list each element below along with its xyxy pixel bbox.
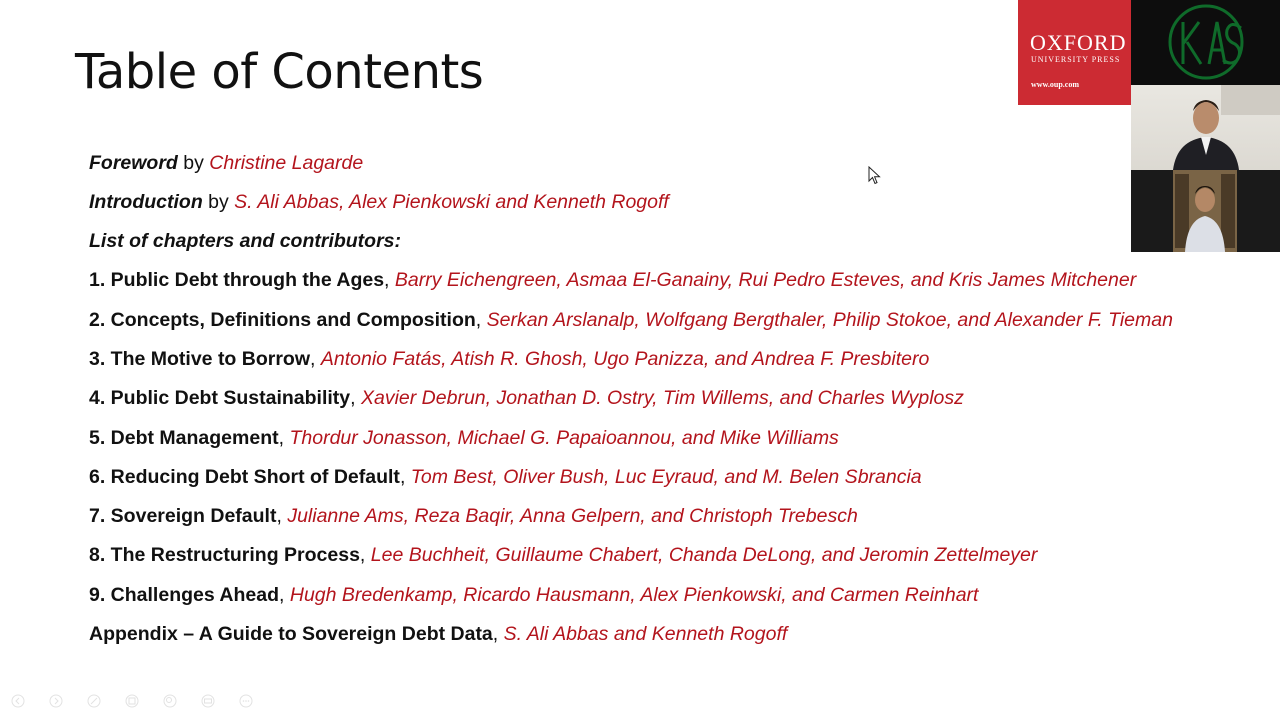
slides-grid-icon [125,694,139,708]
introduction-line [89,190,669,214]
chapter-line [89,583,978,607]
foreword-label: Foreword [89,152,178,174]
chapter-title: 3. The Motive to Borrow [89,348,311,370]
second-speaker-icon [1173,170,1237,252]
separator: , [279,584,290,606]
chapter-authors: Hugh Bredenkamp, Ricardo Hausmann, Alex Pienkowski, and Carmen Reinhart [289,584,979,606]
chapter-line [89,465,922,489]
separator: , [399,466,411,488]
webcam-overlay [1131,85,1280,252]
second-speaker-video [1173,170,1237,252]
next-slide-button[interactable] [44,690,68,712]
chapter-title: 2. Concepts, Definitions and Composition [89,309,476,331]
chapters-heading-text: List of chapters and contributors: [89,230,402,252]
chapter-authors: Serkan Arslanalp, Wolfgang Bergthaler, Philip Stokoe, and Alexander F. Tieman [486,309,1173,331]
next-slide-icon [49,694,63,708]
speaker-icon [1131,85,1280,170]
introduction-authors: S. Ali Abbas, Alex Pienkowski and Kenneth Rogoff [234,191,669,213]
subtitles-button[interactable] [196,690,220,712]
chapter-line [89,308,1173,332]
speaker-video [1131,85,1280,170]
pen-button[interactable] [82,690,106,712]
slides-grid-button[interactable] [120,690,144,712]
chapter-authors: Julianne Ams, Reza Baqir, Anna Gelpern, and Christoph Trebesch [287,505,858,527]
chapter-title: 9. Challenges Ahead [89,584,280,606]
by-text: by [202,191,235,213]
introduction-label: Introduction [89,191,203,213]
chapter-title: 7. Sovereign Default [89,505,277,527]
chapter-line [89,504,858,528]
chapter-authors: Tom Best, Oliver Bush, Luc Eyraud, and M. Belen Sbrancia [410,466,922,488]
appendix-title: Appendix – A Guide to Sovereign Debt Data [89,623,493,645]
chapter-authors: Thordur Jonasson, Michael G. Papaioannou, and Mike Williams [289,427,839,449]
zoom-button[interactable] [158,690,182,712]
appendix-line [89,622,787,646]
separator: , [359,544,371,566]
separator: , [492,623,504,645]
more-options-button[interactable] [234,690,258,712]
oxford-university-press-logo [1018,0,1131,105]
chapters-heading [89,229,401,253]
slide-title: Table of Contents [75,44,484,100]
separator: , [276,505,288,527]
separator: , [310,348,321,370]
mouse-cursor-icon [868,166,882,186]
chapter-line [89,386,964,410]
chapter-title: 1. Public Debt through the Ages [89,269,385,291]
foreword-author: Christine Lagarde [209,152,364,174]
chapter-authors: Xavier Debrun, Jonathan D. Ostry, Tim Willems, and Charles Wyplosz [360,387,964,409]
previous-slide-icon [11,694,25,708]
by-text: by [177,152,210,174]
channel-logo-icon [1161,2,1251,82]
channel-logo [1131,0,1280,85]
chapter-authors: Barry Eichengreen, Asmaa El-Ganainy, Rui Pedro Esteves, and Kris James Mitchener [394,269,1137,291]
separator: , [475,309,487,331]
foreword-line [89,151,363,175]
chapter-authors: Lee Buchheit, Guillaume Chabert, Chanda DeLong, and Jeromin Zettelmeyer [370,544,1038,566]
zoom-icon [163,694,177,708]
appendix-authors: S. Ali Abbas and Kenneth Rogoff [503,623,788,645]
chapter-line [89,347,929,371]
previous-slide-button[interactable] [6,690,30,712]
presenter-toolbar [6,690,258,712]
chapter-title: 6. Reducing Debt Short of Default [89,466,400,488]
more-options-icon [239,694,253,708]
oxford-logo-word: OXFORD [1030,30,1127,55]
separator: , [278,427,290,449]
chapter-line [89,426,839,450]
pen-icon [87,694,101,708]
separator: , [350,387,361,409]
subtitles-icon [201,694,215,708]
chapter-title: 5. Debt Management [89,427,279,449]
oxford-logo-subtitle: UNIVERSITY PRESS [1031,55,1121,64]
chapter-line [89,268,1136,292]
chapter-title: 4. Public Debt Sustainability [89,387,351,409]
chapter-line [89,543,1037,567]
chapter-authors: Antonio Fatás, Atish R. Ghosh, Ugo Panizza, and Andrea F. Presbitero [320,348,930,370]
oxford-logo-url: www.oup.com [1031,80,1080,89]
chapter-title: 8. The Restructuring Process [89,544,360,566]
separator: , [384,269,395,291]
